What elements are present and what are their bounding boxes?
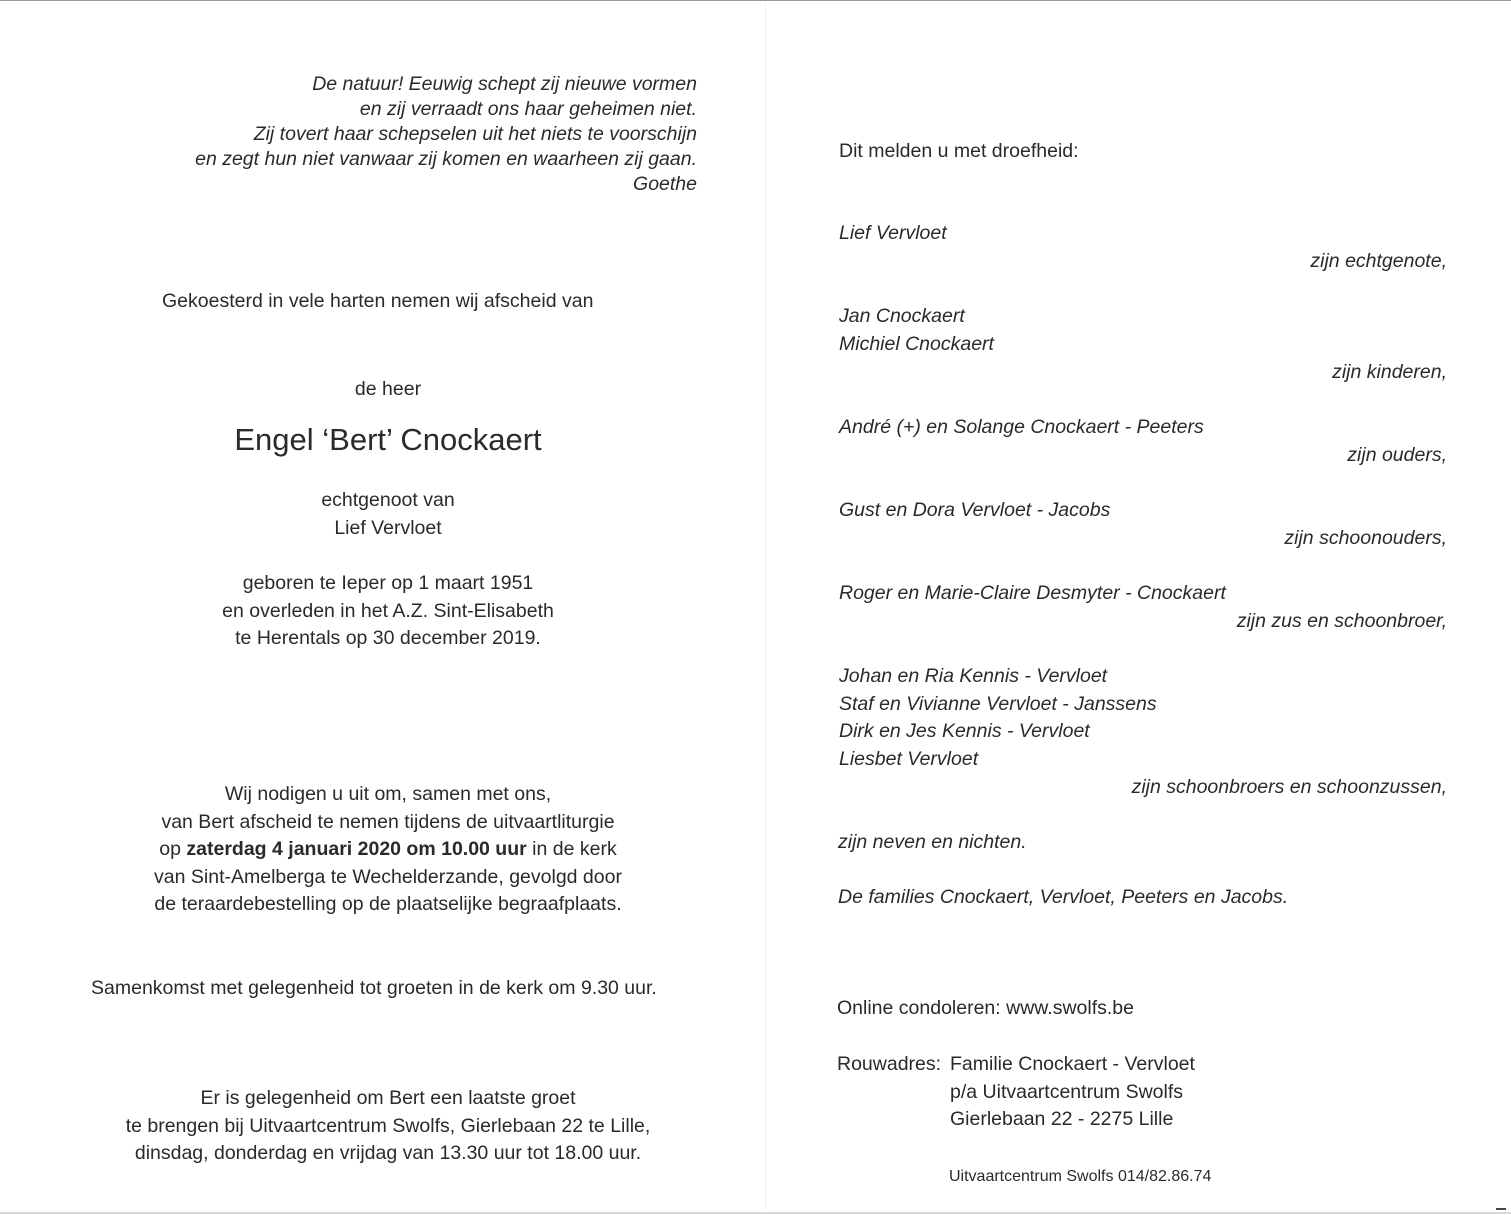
in-law-name: Dirk en Jes Kennis - Vervloet: [839, 720, 1090, 742]
in-law-name: Johan en Ria Kennis - Vervloet: [839, 665, 1108, 687]
parents-in-law-relation: zijn schoonouders,: [1284, 527, 1447, 549]
right-panel: [766, 0, 1511, 1215]
greeting-line: Er is gelegenheid om Bert een laatste groet: [200, 1087, 576, 1109]
poem-quote: [100, 72, 697, 197]
deceased-name: Engel ‘Bert’ Cnockaert: [234, 422, 542, 457]
invitation-line: van Sint-Amelberga te Wechelderzande, gevolgd door: [154, 865, 622, 888]
gathering-note: Samenkomst met gelegenheid tot groeten in de kerk om 9.30 uur.: [91, 977, 657, 999]
greeting-line: te brengen bij Uitvaartcentrum Swolfs, Gierlebaan 22 te Lille,: [125, 1114, 651, 1137]
spouse-block: [60, 487, 716, 542]
poem-line: De natuur! Eeuwig schept zij nieuwe vormen: [312, 73, 697, 95]
children-relation: zijn kinderen,: [1332, 361, 1447, 383]
children-list: [839, 303, 994, 358]
families-line: De families Cnockaert, Vervloet, Peeters en Jacobs.: [838, 886, 1289, 908]
invitation-line: van Bert afscheid te nemen tijdens de uitvaartliturgie: [161, 810, 615, 833]
invitation-line: Wij nodigen u uit om, samen met ons,: [224, 783, 552, 805]
funeral-home-footer: Uitvaartcentrum Swolfs 014/82.86.74: [949, 1168, 1212, 1185]
death-line: en overleden in het A.Z. Sint-Elisabeth: [222, 599, 554, 622]
last-greeting-block: [60, 1085, 716, 1168]
mourning-address: [950, 1051, 1195, 1134]
parents-in-law-names: Gust en Dora Vervloet - Jacobs: [839, 499, 1111, 521]
address-line: Familie Cnockaert - Vervloet: [950, 1053, 1195, 1075]
in-laws-relation: zijn schoonbroers en schoonzussen,: [1131, 776, 1447, 798]
birth-death-block: [60, 570, 716, 653]
parents-names: André (+) en Solange Cnockaert - Peeters: [839, 416, 1204, 438]
invitation-date-line: op zaterdag 4 januari 2020 om 10.00 uur in de kerk: [159, 838, 617, 860]
honorific: de heer: [354, 378, 422, 400]
spouse-name: Lief Vervloet: [334, 516, 442, 539]
cousins-line: zijn neven en nichten.: [838, 831, 1027, 853]
funeral-date: zaterdag 4 januari 2020 om 10.00 uur: [186, 838, 527, 860]
wife-name: Lief Vervloet: [839, 222, 947, 244]
child-name: Jan Cnockaert: [839, 305, 965, 327]
death-place-line: te Herentals op 30 december 2019.: [235, 627, 541, 649]
poem-line: en zij verraadt ons haar geheimen niet.: [359, 98, 697, 120]
poem-line: Zij tovert haar schepselen uit het niets te voorschijn: [253, 123, 697, 145]
poem-line: en zegt hun niet vanwaar zij komen en waarheen zij gaan.: [195, 148, 697, 170]
invitation-block: [60, 781, 716, 919]
wife-relation: zijn echtgenote,: [1310, 250, 1447, 272]
online-condolence: Online condoleren: www.swolfs.be: [837, 997, 1134, 1019]
in-laws-list: [839, 663, 1157, 773]
parents-relation: zijn ouders,: [1347, 444, 1447, 466]
in-law-name: Liesbet Vervloet: [839, 747, 979, 770]
greeting-line: dinsdag, donderdag en vrijdag van 13.30 uur tot 18.00 uur.: [134, 1142, 642, 1164]
address-line: Gierlebaan 22 - 2275 Lille: [950, 1108, 1174, 1130]
invitation-line: de teraardebestelling op de plaatselijke begraafplaats.: [154, 893, 622, 915]
spouse-label: echtgenoot van: [321, 489, 455, 511]
poem-author: Goethe: [633, 173, 697, 195]
sister-relation: zijn zus en schoonbroer,: [1236, 610, 1447, 632]
announcement-intro: Dit melden u met droefheid:: [839, 140, 1079, 162]
birth-line: geboren te Ieper op 1 maart 1951: [242, 572, 534, 594]
child-name: Michiel Cnockaert: [839, 332, 994, 355]
farewell-intro: Gekoesterd in vele harten nemen wij afscheid van: [162, 290, 594, 312]
in-law-name: Staf en Vivianne Vervloet - Janssens: [839, 692, 1157, 715]
address-label: Rouwadres:: [837, 1053, 942, 1075]
sister-names: Roger en Marie-Claire Desmyter - Cnockaert: [839, 582, 1226, 604]
address-line: p/a Uitvaartcentrum Swolfs: [950, 1080, 1184, 1103]
